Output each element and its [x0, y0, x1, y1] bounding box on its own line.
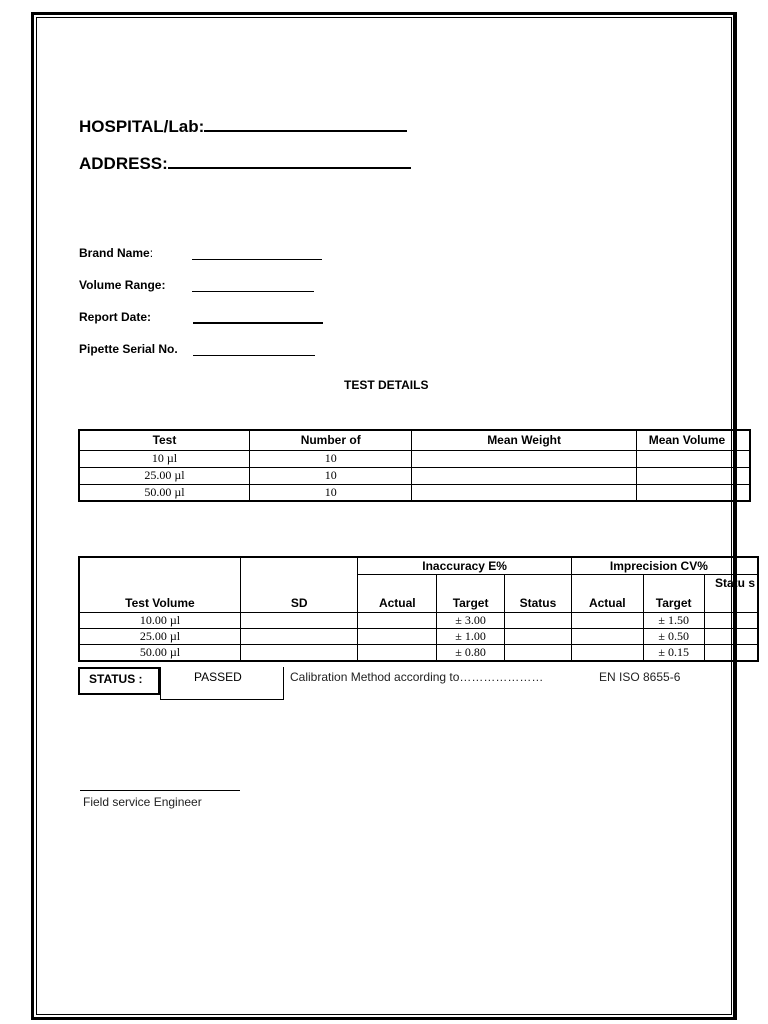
report-date-label: Report Date:: [79, 310, 152, 324]
table-cell: ± 0.80: [437, 644, 505, 661]
table-cell: 10.00 µl: [79, 612, 240, 628]
table-cell: [704, 644, 758, 661]
col-header: Actual: [358, 574, 437, 612]
table-cell: 50.00 µl: [79, 484, 249, 501]
col-header: Test: [79, 430, 249, 450]
table-cell: [505, 644, 572, 661]
right-border-rule: [733, 12, 737, 1020]
calibration-standard: EN ISO 8655-6: [599, 670, 681, 684]
hospital-lab-heading: [79, 117, 407, 137]
table-cell: [636, 467, 750, 484]
table-cell: ± 3.00: [437, 612, 505, 628]
status-label: STATUS :: [89, 672, 143, 686]
address-blank: [168, 167, 411, 169]
address-heading: [79, 154, 411, 174]
table-row: [79, 467, 750, 484]
table-cell: [704, 628, 758, 644]
volume-range-label: Volume Range:: [79, 278, 166, 292]
table-cell: ± 1.00: [437, 628, 505, 644]
table-cell: [505, 628, 572, 644]
col-header: SD: [240, 557, 357, 612]
brand-name-field: [79, 246, 153, 260]
table-cell: [704, 612, 758, 628]
table-row: [79, 484, 750, 501]
table-cell: [412, 484, 636, 501]
status-value-box: [160, 667, 284, 700]
table-cell: [571, 644, 643, 661]
status-value: PASSED: [194, 670, 242, 684]
table-cell: ± 1.50: [643, 612, 704, 628]
brand-name-colon: :: [149, 246, 154, 260]
hospital-lab-label: HOSPITAL/Lab:: [79, 117, 205, 136]
table-cell: 10: [249, 450, 412, 467]
table-row: [79, 644, 758, 661]
inaccuracy-group-header: Inaccuracy E%: [358, 557, 571, 574]
table-cell: [505, 612, 572, 628]
table-cell: [240, 644, 357, 661]
col-header: Mean Weight: [412, 430, 636, 450]
table-cell: [412, 467, 636, 484]
table-cell: [571, 612, 643, 628]
table-cell: 25.00 µl: [79, 628, 240, 644]
table-cell: 50.00 µl: [79, 644, 240, 661]
signature-role: Field service Engineer: [83, 795, 202, 809]
table-cell: [358, 628, 437, 644]
table-cell: 25.00 µl: [79, 467, 249, 484]
col-header: Statu s: [704, 574, 758, 612]
pipette-serial-label: Pipette Serial No.: [79, 342, 178, 356]
calibration-results-table: [78, 556, 759, 662]
status-label-box: [78, 667, 160, 695]
table-row: [79, 450, 750, 467]
col-header: Target: [437, 574, 505, 612]
test-details-table: [78, 429, 751, 502]
col-header: Target: [643, 574, 704, 612]
table-cell: [358, 612, 437, 628]
pipette-serial-blank: [193, 355, 315, 356]
table-cell: 10 µl: [79, 450, 249, 467]
table-cell: [571, 628, 643, 644]
table-cell: [240, 612, 357, 628]
col-header: Status: [505, 574, 572, 612]
table-row: [79, 612, 758, 628]
brand-name-blank: [192, 259, 322, 260]
table-cell: [636, 450, 750, 467]
signature-line: [80, 790, 240, 791]
group-header-row: [79, 557, 758, 574]
table-cell: [636, 484, 750, 501]
table-cell: [358, 644, 437, 661]
col-header: Test Volume: [79, 557, 240, 612]
col-header: Number of: [249, 430, 412, 450]
address-label: ADDRESS:: [79, 154, 168, 173]
table-header-row: [79, 430, 750, 450]
table-row: [79, 628, 758, 644]
imprecision-group-header: Imprecision CV%: [571, 557, 758, 574]
section-title: TEST DETAILS: [344, 378, 429, 392]
brand-name-label: Brand Name: [79, 246, 150, 260]
col-header: Actual: [571, 574, 643, 612]
table-cell: 10: [249, 484, 412, 501]
table-cell: 10: [249, 467, 412, 484]
table-cell: ± 0.50: [643, 628, 704, 644]
report-date-blank: [193, 322, 323, 324]
hospital-lab-blank: [204, 130, 407, 132]
volume-range-blank: [192, 291, 314, 292]
col-header: Mean Volume: [636, 430, 750, 450]
table-cell: [412, 450, 636, 467]
calibration-method-text: Calibration Method according to…………………: [290, 670, 544, 684]
table-cell: [240, 628, 357, 644]
table-cell: ± 0.15: [643, 644, 704, 661]
